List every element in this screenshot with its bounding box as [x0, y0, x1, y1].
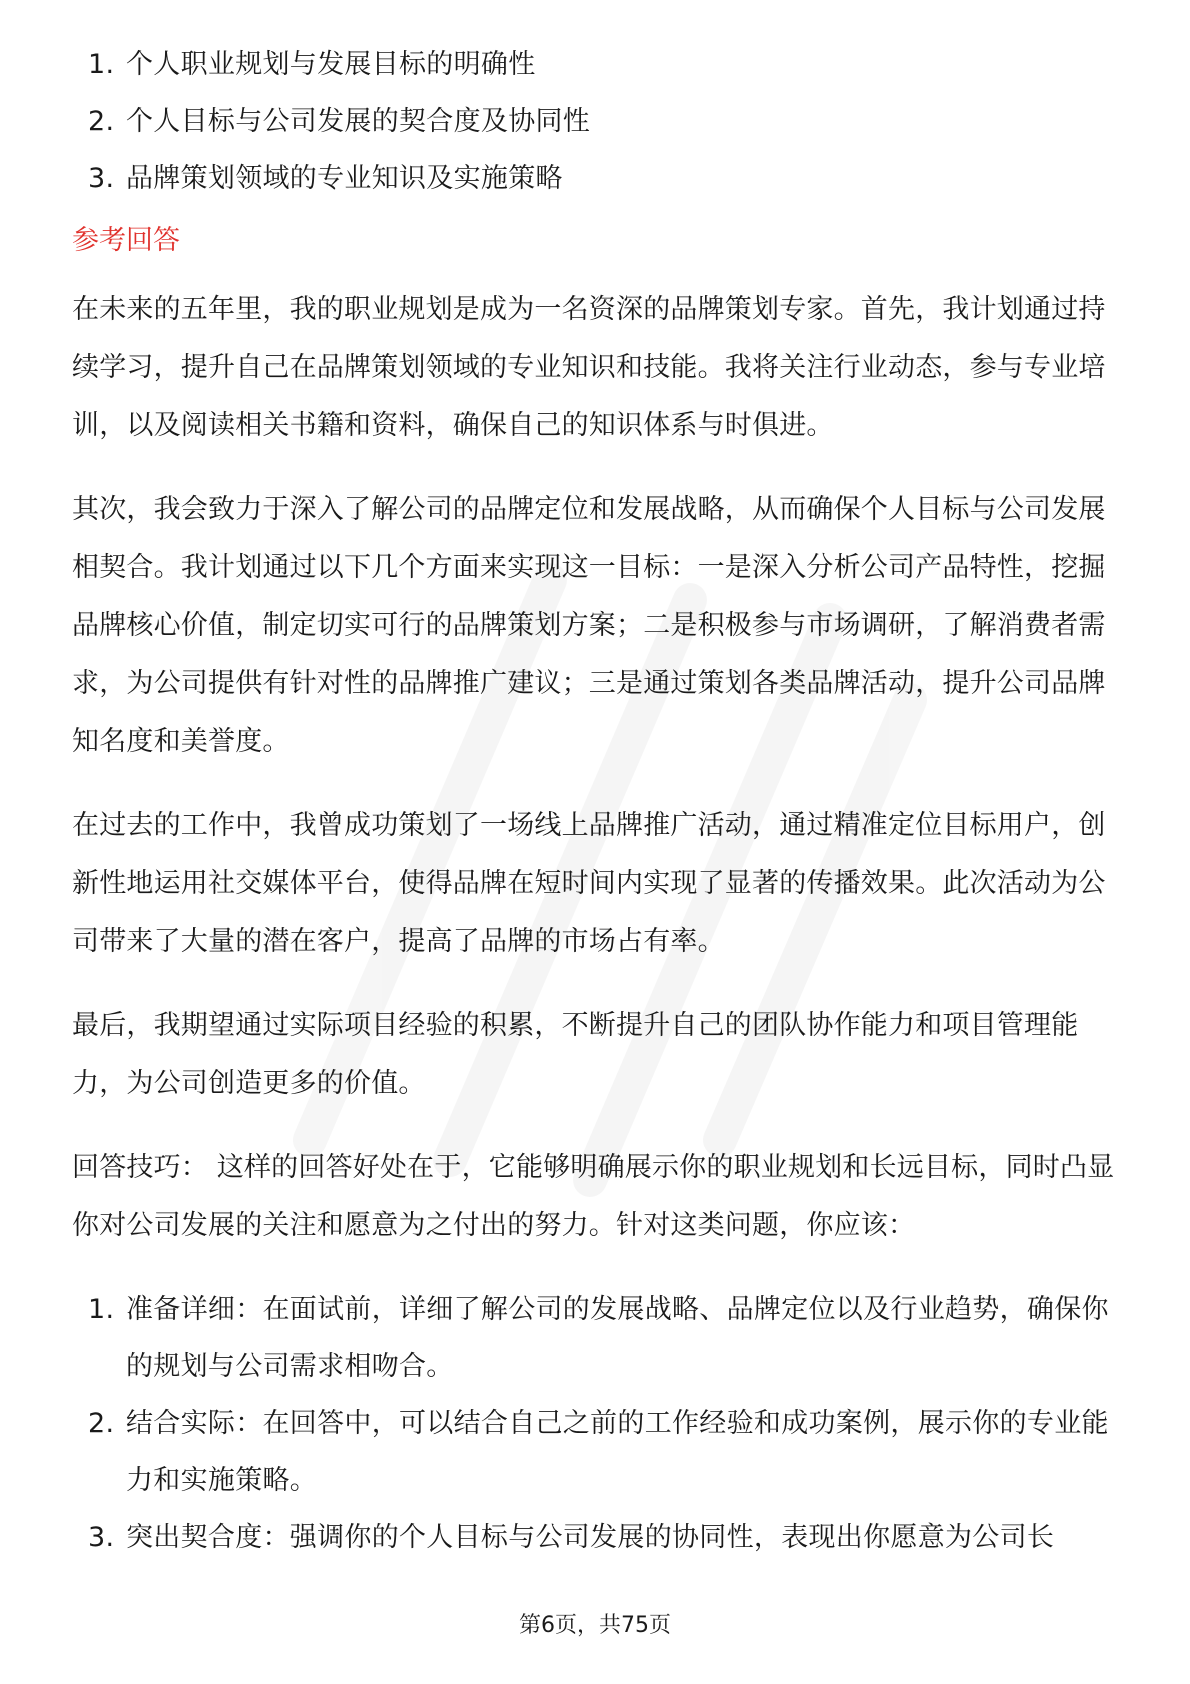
list-number: 1.: [88, 49, 115, 80]
answer-paragraph: 其次，我会致力于深入了解公司的品牌定位和发展战略，从而确保个人目标与公司发展相契合。我计划通过以下几个方面来实现这一目标：一是深入分析公司产品特性，挖掘品牌核心价值，制定切实可行的品牌策划方案；二是积极参与市场调研，了解消费者需求，为公司提供有针对性的品牌推广建议；三是通过策划各类品牌活动，提升公司品牌知名度和美誉度。: [72, 494, 1106, 757]
focus-points-list: [72, 36, 1122, 207]
list-number: 2.: [88, 1408, 115, 1439]
answer-tips-paragraph: 回答技巧： 这样的回答好处在于，它能够明确展示你的职业规划和长远目标，同时凸显你对公司发展的关注和愿意为之付出的努力。针对这类问题，你应该：: [72, 1152, 1115, 1241]
list-number: 2.: [88, 106, 115, 137]
answer-paragraph: 在未来的五年里，我的职业规划是成为一名资深的品牌策划专家。首先，我计划通过持续学习，提升自己在品牌策划领域的专业知识和技能。我将关注行业动态，参与专业培训，以及阅读相关书籍和资料，确保自己的知识体系与时俱进。: [72, 294, 1106, 441]
answer-paragraph: 最后，我期望通过实际项目经验的积累，不断提升自己的团队协作能力和项目管理能力，为公司创造更多的价值。: [72, 1010, 1079, 1099]
list-item: [72, 93, 1122, 150]
list-number: 1.: [88, 1294, 115, 1325]
list-item: [72, 150, 1122, 207]
list-text: 个人职业规划与发展目标的明确性: [126, 49, 536, 80]
list-item: [72, 1281, 1122, 1395]
answer-heading: 参考回答: [72, 225, 180, 256]
list-text: 结合实际：在回答中，可以结合自己之前的工作经验和成功案例，展示你的专业能力和实施策略。: [126, 1408, 1109, 1496]
list-item: [72, 36, 1122, 93]
list-number: 3.: [88, 163, 115, 194]
list-item: [72, 1395, 1122, 1509]
list-number: 3.: [88, 1522, 115, 1553]
list-text: 品牌策划领域的专业知识及实施策略: [126, 163, 563, 194]
answer-paragraph: 在过去的工作中，我曾成功策划了一场线上品牌推广活动，通过精准定位目标用户，创新性地运用社交媒体平台，使得品牌在短时间内实现了显著的传播效果。此次活动为公司带来了大量的潜在客户，提高了品牌的市场占有率。: [72, 810, 1106, 957]
list-text: 突出契合度：强调你的个人目标与公司发展的协同性，表现出你愿意为公司长: [126, 1522, 1055, 1553]
page-content: [72, 36, 1122, 1566]
list-text: 个人目标与公司发展的契合度及协同性: [126, 106, 591, 137]
list-text: 准备详细：在面试前，详细了解公司的发展战略、品牌定位以及行业趋势，确保你的规划与公司需求相吻合。: [126, 1294, 1109, 1382]
page-footer: 第6页，共75页: [519, 1613, 671, 1638]
list-item: [72, 1509, 1122, 1566]
tips-list: [72, 1281, 1122, 1566]
